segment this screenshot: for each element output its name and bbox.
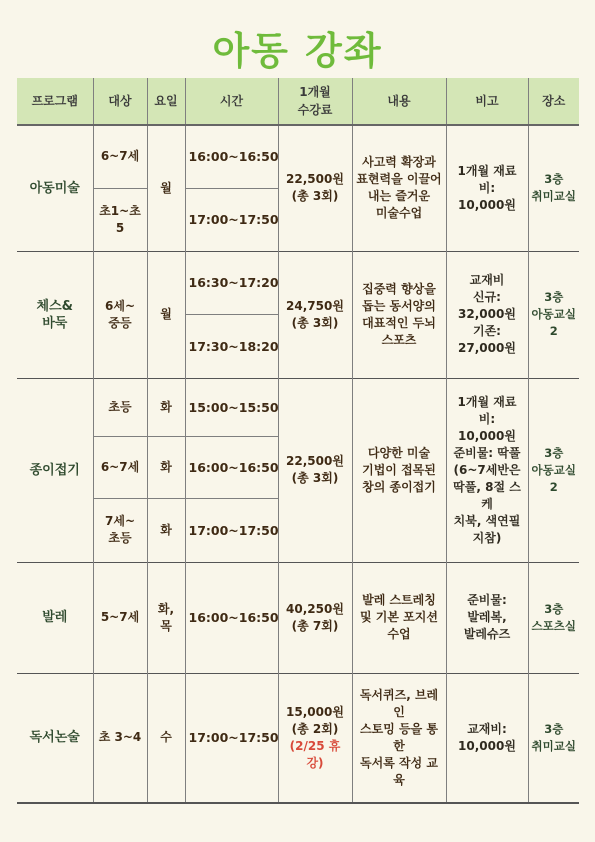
note-line: 준비물: 딱풀	[453, 445, 521, 460]
header-fee	[278, 78, 352, 125]
note-cell	[446, 125, 528, 251]
place-line: 2	[549, 324, 558, 338]
fee-amount: 15,000원	[286, 704, 344, 719]
place-line: 취미교실	[531, 738, 576, 753]
place-line: 스포츠실	[531, 618, 576, 633]
note-cell	[446, 562, 528, 673]
header-program: 프로그램	[17, 78, 93, 125]
program-name	[17, 251, 93, 378]
time-cell: 17:00~17:50	[185, 188, 278, 251]
fee-cell	[278, 378, 352, 562]
place-line: 3층	[544, 601, 564, 616]
content-line: 발레 스트레칭	[362, 593, 436, 607]
content-line: 미술수업	[375, 206, 423, 221]
table-row	[17, 125, 579, 188]
note-cell	[446, 378, 528, 562]
note-cell	[446, 251, 528, 378]
table-row	[17, 251, 579, 314]
target-line: 7세~	[105, 514, 135, 528]
day-cell	[147, 562, 185, 673]
header-fee-line: 수강료	[297, 103, 333, 117]
program-name: 아동미술	[17, 125, 93, 251]
content-line: 사고력 확장과	[362, 155, 436, 170]
program-name-line: 바둑	[42, 315, 68, 331]
note-line: 1개월 재료비:	[457, 163, 517, 195]
place-line: 3층	[544, 290, 564, 304]
note-cell	[446, 673, 528, 803]
place-cell	[528, 673, 579, 803]
fee-count: (총 3회)	[291, 471, 339, 485]
note-line: 기존:	[473, 324, 501, 338]
note-line: 교재비	[469, 273, 505, 287]
fee-cell	[278, 125, 352, 251]
fee-amount: 40,250원	[286, 601, 344, 616]
place-cell	[528, 251, 579, 378]
header-time: 시간	[185, 78, 278, 125]
day-line: 목	[160, 618, 172, 633]
place-cell	[528, 562, 579, 673]
fee-amount: 22,500원	[286, 172, 344, 187]
note-line: 딱풀, 8절 스케	[453, 479, 521, 511]
target-cell: 6~7세	[93, 436, 147, 498]
note-line: 치북, 색연필	[453, 513, 521, 528]
table-row	[17, 562, 579, 673]
header-content: 내용	[352, 78, 446, 125]
table-row	[17, 378, 579, 436]
place-line: 아동교실	[531, 307, 576, 321]
content-cell	[352, 673, 446, 803]
table-row	[17, 673, 579, 803]
target-cell: 6~7세	[93, 125, 147, 188]
program-name: 발레	[17, 562, 93, 673]
target-cell: 초등	[93, 378, 147, 436]
fee-closure-note: (2/25 휴강)	[289, 738, 341, 770]
content-line: 내는 즐거운	[367, 189, 431, 204]
content-cell	[352, 125, 446, 251]
content-line: 창의 종이접기	[362, 479, 436, 494]
time-cell: 17:00~17:50	[185, 673, 278, 803]
fee-cell	[278, 673, 352, 803]
content-line: 기법이 접목된	[362, 462, 436, 477]
target-line: 초등	[108, 531, 132, 545]
fee-count: (총 2회)	[291, 721, 339, 736]
place-cell	[528, 378, 579, 562]
target-cell	[93, 251, 147, 378]
header-note: 비고	[446, 78, 528, 125]
note-line: 10,000원	[458, 428, 516, 443]
fee-count: (총 7회)	[291, 618, 339, 633]
note-line: 10,000원	[458, 738, 516, 753]
header-target: 대상	[93, 78, 147, 125]
fee-count: (총 3회)	[291, 315, 339, 330]
day-cell: 수	[147, 673, 185, 803]
content-line: 수업	[387, 627, 411, 641]
place-line: 3층	[544, 445, 564, 460]
note-line: 신규:	[473, 290, 501, 304]
time-cell: 16:30~17:20	[185, 251, 278, 314]
page-title: 아동 강좌	[212, 29, 383, 73]
content-cell	[352, 251, 446, 378]
note-line: 32,000원	[458, 307, 516, 321]
time-cell: 16:00~16:50	[185, 562, 278, 673]
content-line: 표현력을 이끌어	[356, 172, 442, 187]
note-line: 발레복,	[467, 610, 507, 624]
target-cell: 초 3~4	[93, 673, 147, 803]
note-line: (6~7세반은	[453, 462, 521, 477]
place-line: 3층	[544, 721, 564, 736]
day-cell: 화	[147, 498, 185, 562]
header-day: 요일	[147, 78, 185, 125]
day-cell: 월	[147, 125, 185, 251]
note-line: 교재비:	[467, 721, 507, 736]
program-name: 종이접기	[17, 378, 93, 562]
day-cell: 화	[147, 436, 185, 498]
content-line: 다양한 미술	[367, 445, 431, 460]
time-cell: 16:00~16:50	[185, 125, 278, 188]
note-line: 발레슈즈	[463, 627, 511, 641]
fee-amount: 22,500원	[286, 454, 344, 468]
day-line: 화,	[157, 601, 175, 616]
content-cell	[352, 562, 446, 673]
target-line: 6세~	[105, 298, 135, 313]
content-line: 독서록 작성 교육	[360, 755, 438, 787]
place-line: 취미교실	[531, 189, 576, 204]
fee-amount: 24,750원	[286, 298, 344, 313]
target-line: 중등	[108, 315, 132, 330]
time-cell: 17:30~18:20	[185, 314, 278, 378]
fee-count: (총 3회)	[291, 189, 339, 204]
fee-cell	[278, 251, 352, 378]
note-line: 10,000원	[458, 197, 516, 212]
table-header-row	[17, 78, 579, 125]
day-cell: 화	[147, 378, 185, 436]
place-cell	[528, 125, 579, 251]
content-line: 및 기본 포지션	[360, 610, 438, 624]
time-cell: 17:00~17:50	[185, 498, 278, 562]
note-line: 27,000원	[458, 341, 516, 355]
content-line: 대표적인 두뇌	[362, 315, 436, 330]
fee-cell	[278, 562, 352, 673]
place-line: 아동교실	[531, 462, 576, 477]
course-table	[17, 78, 579, 804]
content-line: 스토밍 등을 통한	[360, 721, 438, 753]
content-cell	[352, 378, 446, 562]
note-line: 준비물:	[467, 593, 507, 607]
time-cell: 15:00~15:50	[185, 378, 278, 436]
program-name-line: 체스&	[36, 298, 73, 314]
content-line: 돕는 동서양의	[362, 298, 436, 313]
time-cell: 16:00~16:50	[185, 436, 278, 498]
target-cell	[93, 498, 147, 562]
place-line: 3층	[544, 172, 564, 187]
note-line: 지참)	[472, 530, 502, 545]
program-name: 독서논술	[17, 673, 93, 803]
note-line: 1개월 재료비:	[457, 394, 517, 426]
day-cell: 월	[147, 251, 185, 378]
header-place: 장소	[528, 78, 579, 125]
target-cell: 초1~초5	[93, 188, 147, 251]
content-line: 집중력 향상을	[362, 281, 436, 296]
target-cell: 5~7세	[93, 562, 147, 673]
content-line: 스포츠	[381, 332, 417, 347]
place-line: 2	[549, 479, 558, 494]
content-line: 독서퀴즈, 브레인	[359, 687, 439, 719]
header-fee-line: 1개월	[299, 85, 331, 99]
